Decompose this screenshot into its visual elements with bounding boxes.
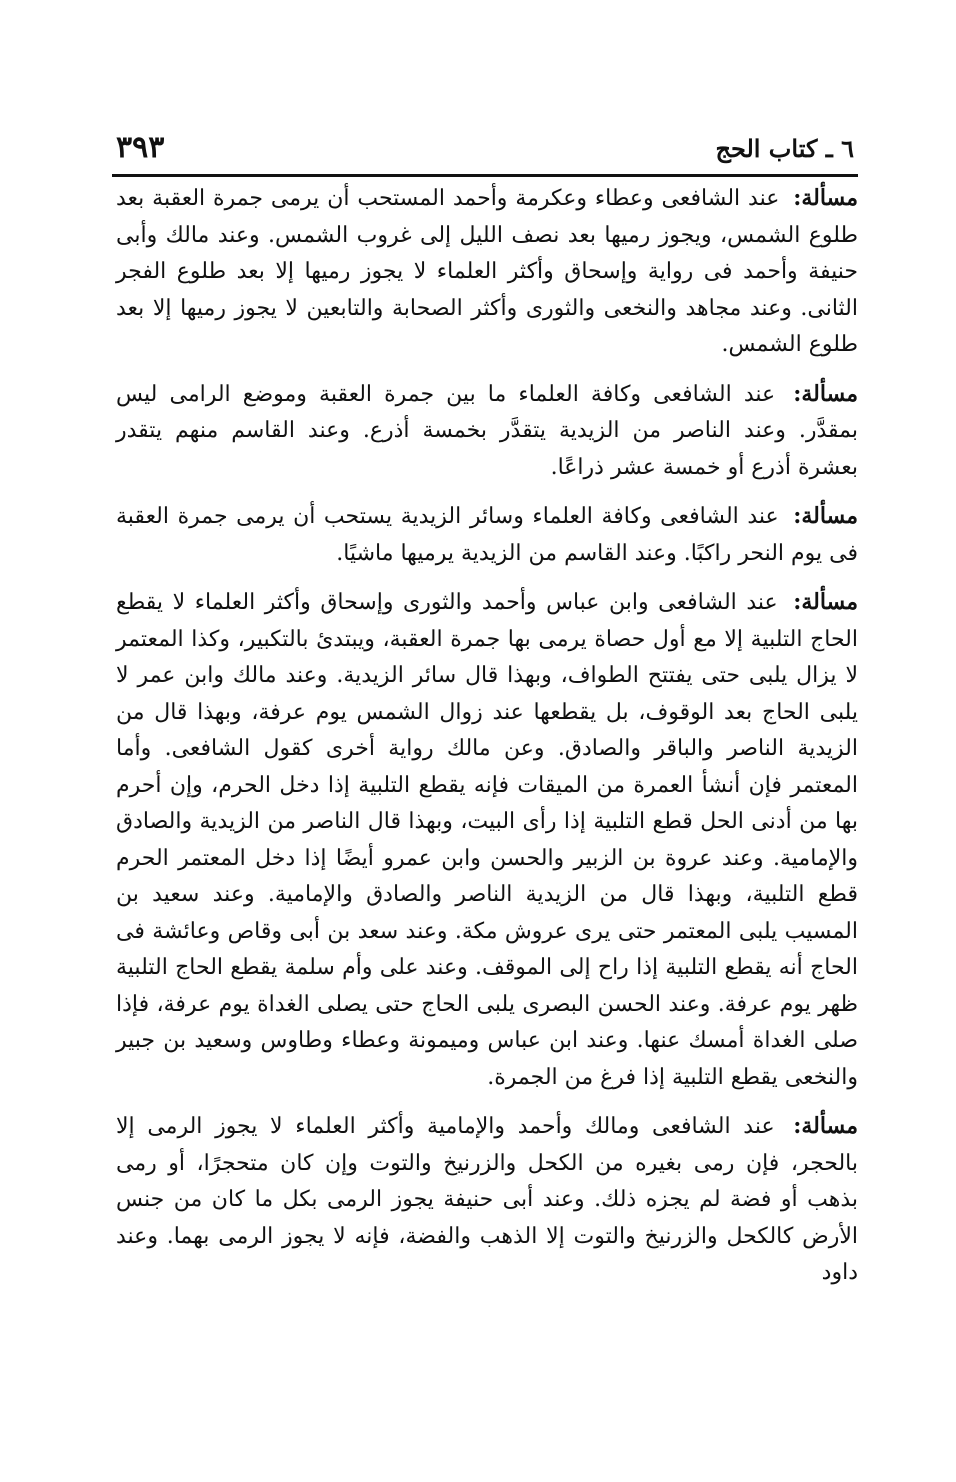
- issue-label: مسألة:: [793, 1113, 858, 1139]
- paragraph-text: عند الشافعى ومالك وأحمد والإمامية وأكثر العلماء لا يجوز الرمى إلا بالحجر، فإن رمى بغيره من الكحل والزرنيخ والتوت وإن كان متحجرًا، أو رمى بذهب أو فضة لم يجزه ذلك. وعند أبى حنيفة يجوز الرمى بكل ما كان من جنس الأرض كالكحل والزرنيخ والتوت إلا الذهب والفضة، فإنه لا يجوز الرمى بهما. وعند داود: [116, 1114, 858, 1285]
- paragraph-text: عند الشافعى وكافة العلماء وسائر الزيدية يستحب أن يرمى جمرة العقبة فى يوم النحر راكبًا. وعند القاسم من الزيدية يرميها ماشيًا.: [116, 504, 858, 566]
- issue-label: مسألة:: [793, 503, 858, 529]
- issue-label: مسألة:: [793, 589, 858, 615]
- issue-label: مسألة:: [793, 185, 858, 211]
- paragraph-text: عند الشافعى وكافة العلماء ما بين جمرة العقبة وموضع الرامى ليس بمقدَّر. وعند الناصر من الزيدية يتقدَّر بخمسة أذرع. وعند القاسم منهم يتقدر بعشرة أذرع أو خمسة عشر ذراعًا.: [116, 381, 858, 480]
- paragraph: [116, 180, 858, 364]
- issue-label: مسألة:: [793, 380, 858, 407]
- page-number: ٣٩٣: [116, 130, 165, 165]
- page-header: [116, 128, 854, 172]
- header-rule: [112, 174, 858, 177]
- paragraph: [116, 584, 858, 1096]
- page-body: [116, 180, 858, 1304]
- paragraph: [116, 1108, 858, 1292]
- paragraph: [116, 498, 858, 572]
- chapter-title: ٦ ـ كتاب الحج: [715, 134, 854, 163]
- paragraph-text: عند الشافعى وابن عباس وأحمد والثورى وإسحاق وأكثر العلماء لا يقطع الحاج التلبية إلا مع أول حصاة يرمى بها جمرة العقبة، ويبتدئ بالتكبير، وكذا المعتمر لا يزال يلبى حتى يفتتح الطواف، وبهذا قال سائر الزيدية. وعند مالك وابن عمر لا يلبى الحاج بعد الوقوف، بل يقطعها عند زوال الشمس يوم عرفة، وبهذا قال من الزيدية الناصر والباقر والصادق. وعن مالك رواية أخرى كقول الشافعى. وأما المعتمر فإن أنشأ العمرة من الميقات فإنه يقطع التلبية إذا دخل الحرم، وإن أحرم بها من أدنى الحل قطع التلبية إذا رأى البيت، وبهذا قال الناصر من الزيدية والصادق والإمامية. وعند عروة بن الزبير والحسن وابن عمرو أيضًا إذا دخل المعتمر الحرم قطع التلبية، وبهذا قال من الزيدية الناصر والصادق والإمامية. وعند سعيد بن المسيب يلبى المعتمر حتى يرى عروش مكة. وعند سعد بن أبى وقاص وعائشة فى الحاج أنه يقطع التلبية إذا راح إلى الموقف. وعند على وأم سلمة يقطع الحاج التلبية ظهر يوم عرفة. وعند الحسن البصرى يلبى الحاج حتى يصلى الغداة يوم عرفة، فإذا صلى الغداة أمسك عنها. وعند ابن عباس وميمونة وعطاء وطاوس وسعيد بن جبير والنخعى يقطع التلبية إذا فرغ من الجمرة.: [116, 590, 858, 1090]
- paragraph: [116, 376, 858, 487]
- paragraph-text: عند الشافعى وعطاء وعكرمة وأحمد المستحب أن يرمى جمرة العقبة بعد طلوع الشمس، ويجوز رميها بعد نصف الليل إلى غروب الشمس. وعند مالك وأبى حنيفة وأحمد فى رواية وإسحاق وأكثر العلماء لا يجوز رميها إلا بعد طلوع الفجر الثانى. وعند مجاهد والنخعى والثورى وأكثر الصحابة والتابعين لا يجوز رميها إلا بعد طلوع الشمس.: [116, 186, 858, 357]
